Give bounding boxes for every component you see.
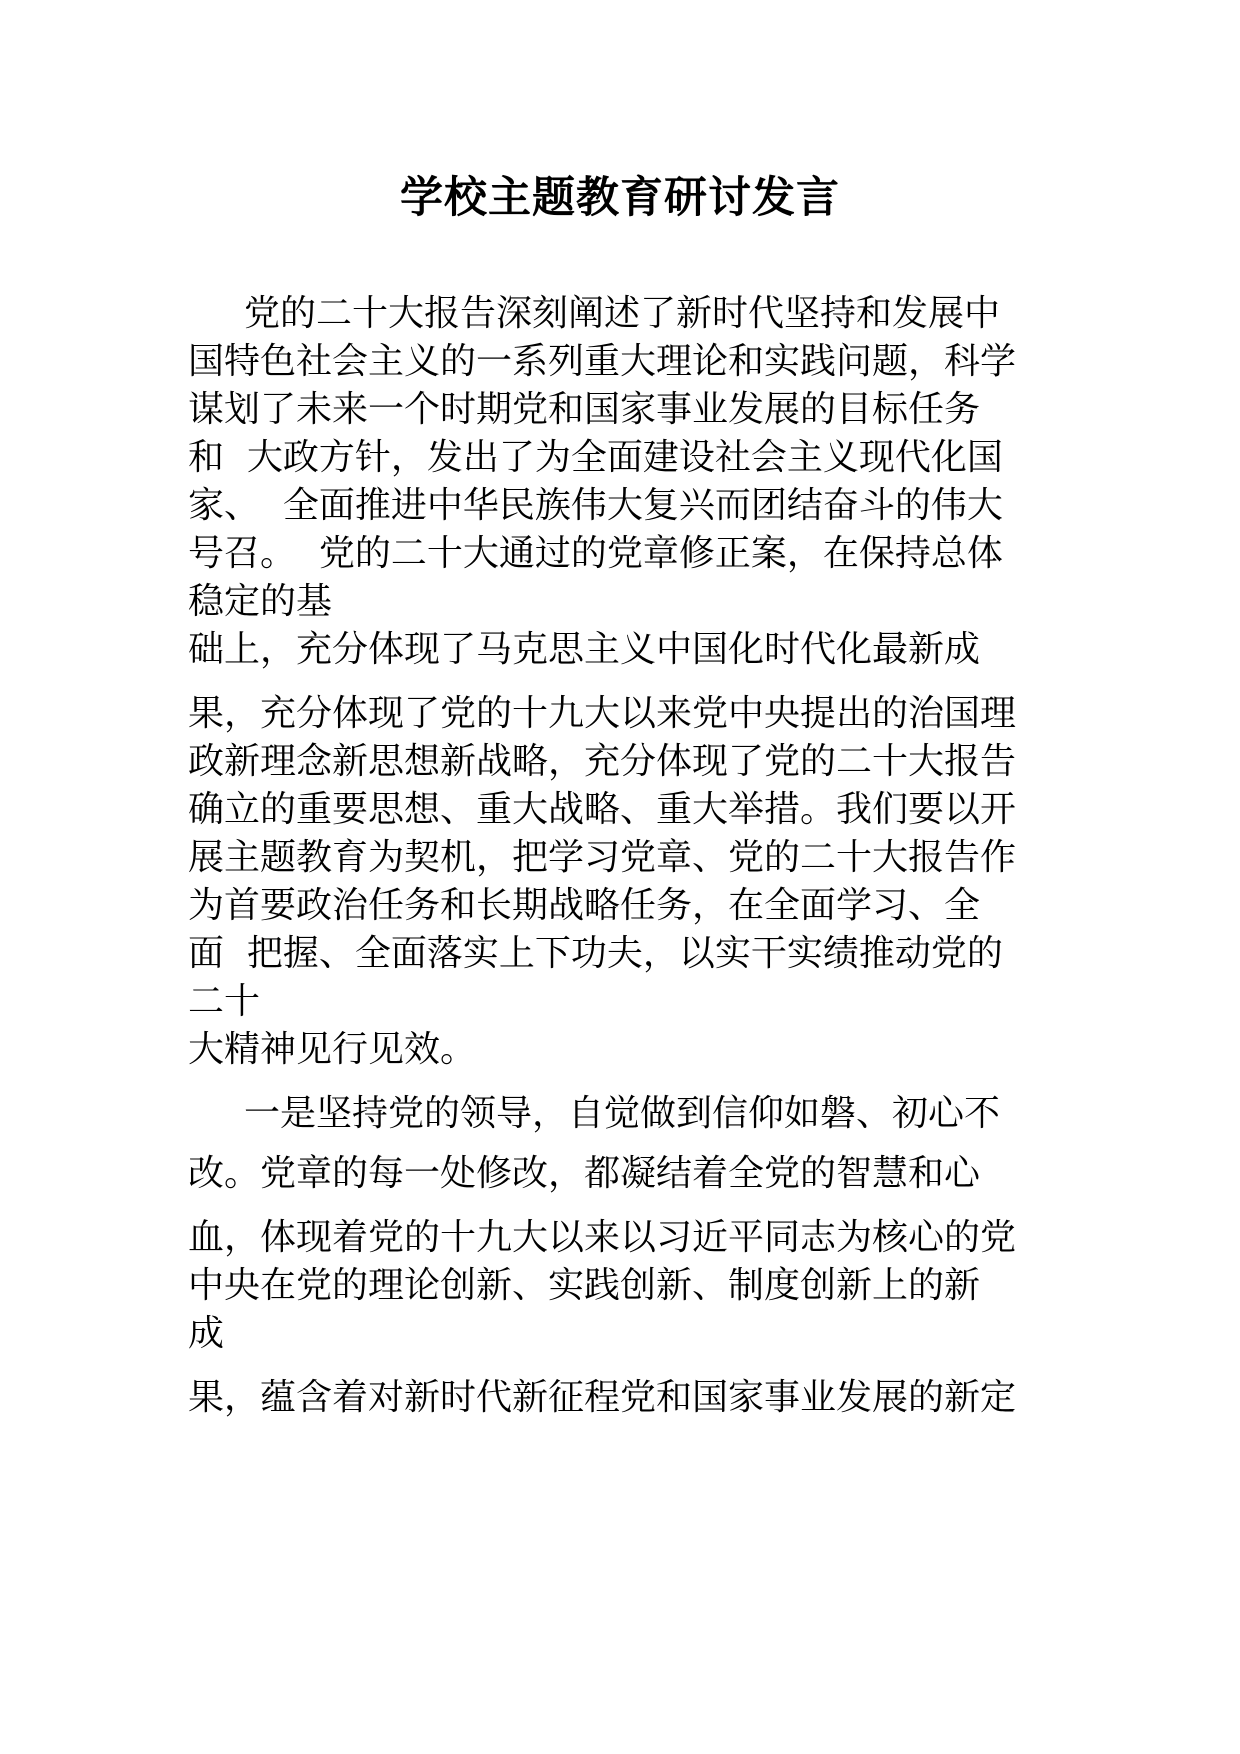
paragraph-line: 家、 全面推进中华民族伟大复兴而团结奋斗的伟大: [188, 485, 1003, 526]
paragraph-line: 稳定的基: [188, 581, 333, 622]
document-title: 学校主题教育研讨发言: [400, 173, 840, 223]
section-heading-line: 一是坚持党的领导，自觉做到信仰如磐、初心不: [244, 1093, 1001, 1134]
paragraph-line: 成: [188, 1313, 225, 1354]
paragraph-line: 大精神见行见效。: [188, 1029, 477, 1070]
paragraph-line: 面 把握、全面落实上下功夫，以实干实绩推动党的: [188, 933, 1003, 974]
section-heading-tail: 改。: [188, 1153, 261, 1194]
paragraph-line: 中央在党的理论创新、实践创新、制度创新上的新: [188, 1265, 981, 1306]
paragraph-line: 血，体现着党的十九大以来以习近平同志为核心的党: [188, 1217, 1017, 1258]
paragraph-line: 号召。 党的二十大通过的党章修正案，在保持总体: [188, 533, 1003, 574]
paragraph-line: 为首要政治任务和长期战略任务，在全面学习、全: [188, 885, 981, 926]
paragraph-line: 党的二十大报告深刻阐述了新时代坚持和发展中: [244, 293, 1001, 334]
paragraph-line: 国特色社会主义的一系列重大理论和实践问题，科学: [188, 341, 1017, 382]
paragraph-line: 和 大政方针，发出了为全面建设社会主义现代化国: [188, 437, 1003, 478]
paragraph-text: 党章的每一处修改，都凝结着全党的智慧和心: [260, 1153, 981, 1194]
paragraph-line: 谋划了未来一个时期党和国家事业发展的目标任务: [188, 389, 981, 430]
paragraph-line: [188, 1150, 980, 1198]
paragraph-line: 二十: [188, 981, 261, 1022]
paragraph-line: 展主题教育为契机，把学习党章、党的二十大报告作: [188, 837, 1017, 878]
paragraph-line: 政新理念新思想新战略，充分体现了党的二十大报告: [188, 741, 1017, 782]
paragraph-line: 础上，充分体现了马克思主义中国化时代化最新成: [188, 629, 981, 670]
paragraph-line: 确立的重要思想、重大战略、重大举措。我们要以开: [188, 789, 1017, 830]
paragraph-line: 果，充分体现了党的十九大以来党中央提出的治国理: [188, 693, 1017, 734]
paragraph-line: 果，蕴含着对新时代新征程党和国家事业发展的新定: [188, 1377, 1017, 1418]
